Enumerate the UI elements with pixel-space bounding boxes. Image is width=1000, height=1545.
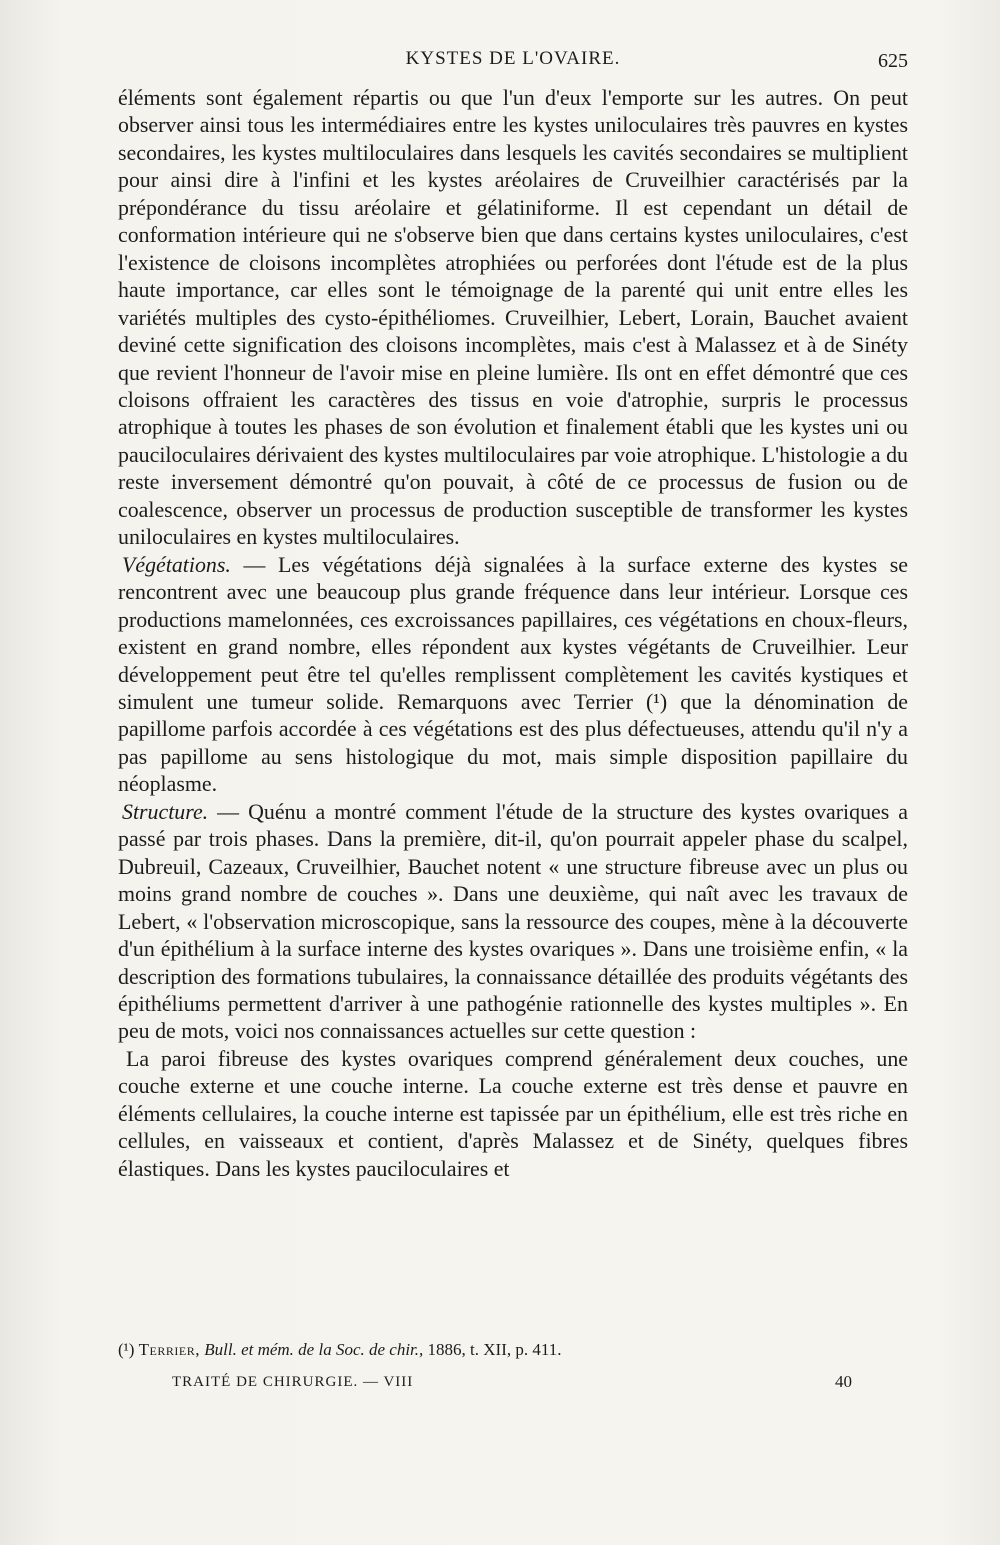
paragraph-1: éléments sont également répartis ou que l'un d'eux l'emporte sur les autres. On peut observer ainsi tous les intermédiaires entre les kystes uniloculaires très pauvres en kystes secondaires, les kystes multiloculaires dans lesquels les cavités secondaires se multiplient pour ainsi dire à l'infini et les kystes aréolaires de Cruveilhier caractérisés par la prépondérance du tissu aréolaire et gélatiniforme. Il est cependant un détail de conformation intérieure qui ne s'observe bien que dans certains kystes uniloculaires, c'est l'existence de cloisons incomplètes atrophiées ou perforées dont l'étude est de la plus haute importance, car elles sont le témoignage de la parenté qui unit entre elles les variétés multiples des cysto-épithéliomes. Cruveilhier, Lebert, Lorain, Bauchet avaient deviné cette signification des cloisons incomplètes, mais c'est à Malassez et à de Sinéty que revient l'honneur de l'avoir mise en pleine lumière. Ils ont en effet démontré que ces cloisons offraient les caractères des tissus en voie d'atrophie, surpris le processus atrophique à toutes les phases de son évolution et finalement établi que les kystes uni ou pauciloculaires dérivaient des kystes multiloculaires par voie atrophique. L'histologie a du reste inversement démontré qu'on pouvait, à côté de ce processus de fusion ou de coalescence, observer un processus de production susceptible de transformer les kystes uniloculaires en kystes multiloculaires. (118, 85, 908, 550)
footnote-source: Bull. et mém. de la Soc. de chir., (204, 1340, 424, 1359)
page-number: 625 (878, 50, 908, 72)
footnote-marker: (¹) (118, 1340, 135, 1359)
footnote (118, 1338, 908, 1362)
section-heading-vegetations: Végétations. (122, 551, 231, 577)
section-heading-structure: Structure. (122, 798, 209, 824)
paragraph-vegetations-end: que la dénomination de papillome parfois accordée à ces végétations est des plus défectueuses, attendu qu'il n'y a pas papillome au sens histologique du mot, mais simple disposition papillaire du néoplasme. (118, 688, 908, 797)
paragraph-structure (118, 798, 908, 1045)
signature-line (172, 1370, 852, 1398)
footnote-author: Terrier, (138, 1340, 200, 1359)
body-text (118, 84, 908, 1182)
running-head (118, 44, 908, 78)
signature-number: 40 (835, 1372, 852, 1391)
footnote-details: 1886, t. XII, p. 411. (423, 1340, 562, 1359)
paragraph-structure-text: — Quénu a montré comment l'étude de la structure des kystes ovariques a passé par trois phases. Dans la première, dit-il, qu'on pourrait appeler phase du scalpel, Dubreuil, Cazeaux, Cruveilhier, Bauchet notent « une structure fibreuse avec un plus ou moins grand nombre de couches ». Dans une deuxième, qui naît avec les travaux de Lebert, « l'observation microscopique, sans la ressource des coupes, mène à la découverte d'un épithélium à la surface interne des kystes ovariques ». Dans une troisième enfin, « la description des formations tubulaires, la connaissance détaillée des produits végétants des épithéliums permettent d'arriver à une pathogénie rationnelle des kystes multiples ». En peu de mots, voici nos connaissances actuelles sur cette question : (118, 798, 908, 1044)
paragraph-4: La paroi fibreuse des kystes ovariques comprend généralement deux couches, une couche externe et une couche interne. La couche externe est très dense et pauvre en éléments cellulaires, la couche interne est tapissée par un épithélium, elle est très riche en cellules, en vaisseaux et contient, d'après Malassez et de Sinéty, quelques fibres élastiques. Dans les kystes pauciloculaires et (118, 1045, 908, 1181)
paragraph-vegetations-text: — Les végétations déjà signalées à la surface externe des kystes se rencontrent avec une beaucoup plus grande fréquence dans leur intérieur. Lorsque ces productions mamelonnées, ces excroissances papillaires, ces végétations en choux-fleurs, existent en grand nombre, elles répondent aux kystes végétants de Cruveilhier. Leur développement peut être tel qu'elles remplissent complètement les cavités kystiques et simulent une tumeur solide. Remarquons avec Terrier (118, 551, 908, 714)
running-title: KYSTES DE L'OVAIRE. (405, 48, 621, 69)
footnote-reference: (¹) (646, 688, 668, 714)
paragraph-vegetations (118, 551, 908, 798)
signature-title: TRAITÉ DE CHIRURGIE. — VIII (172, 1374, 414, 1390)
